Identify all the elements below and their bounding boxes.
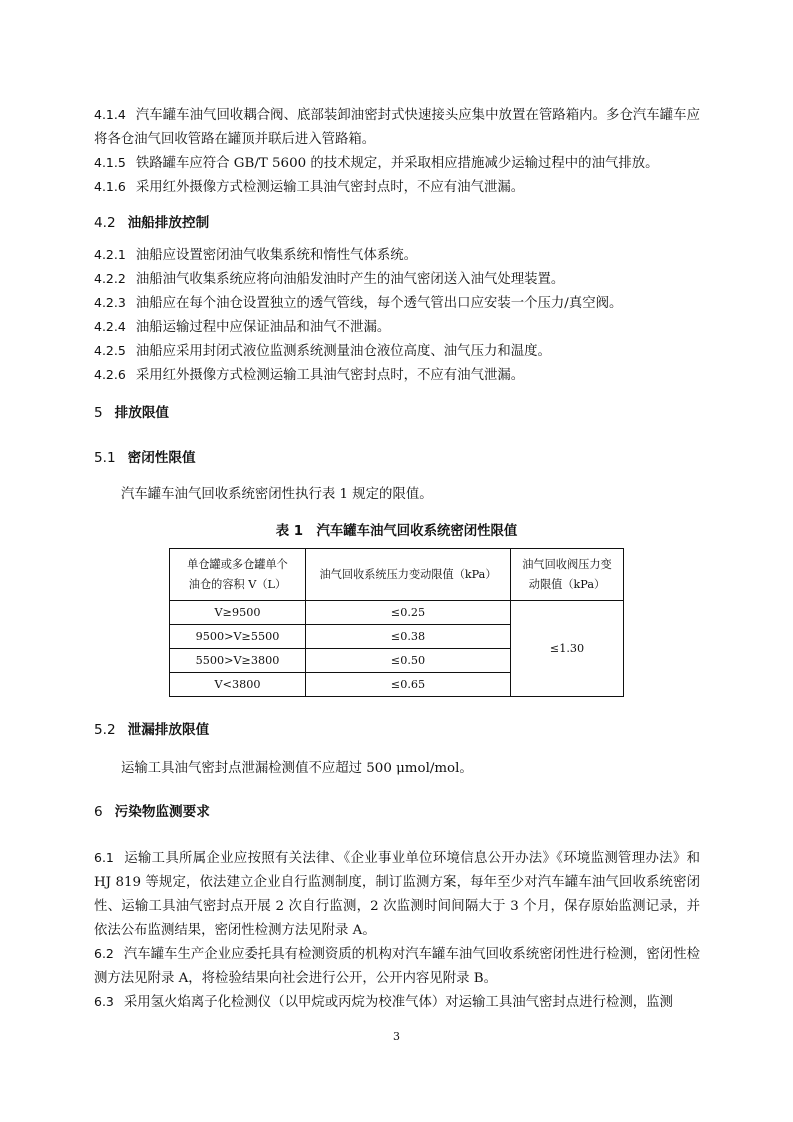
clause-number: 4.2.5 [94,343,126,358]
limit-cell: ≤0.65 [306,673,511,697]
section-number: 5 [94,405,103,421]
clause-text: 油船应采用封闭式液位监测系统测量油仓液位高度、油气压力和温度。 [135,344,551,359]
clause-number: 4.2.6 [94,367,126,382]
clause-text: 汽车罐车油气回收耦合阀、底部装卸油密封式快速接头应集中放置在管路箱内。多仓汽车罐车应将各仓油气回收管路在罐顶并联后进入管路箱。 [94,108,700,147]
section-number: 4.2 [94,215,116,231]
clause-text: 油船应在每个油仓设置独立的透气管线，每个透气管出口应安装一个压力/真空阀。 [135,296,623,311]
section-number: 5.2 [94,722,116,738]
clause-text: 铁路罐车应符合 GB/T 5600 的技术规定，并采取相应措施减少运输过程中的油气排放。 [135,156,659,171]
section-heading-5-1 [94,446,196,466]
section-title: 污染物监测要求 [114,804,210,820]
clause-text: 采用红外摄像方式检测运输工具油气密封点时，不应有油气泄漏。 [135,180,525,195]
section-title: 排放限值 [114,405,170,421]
clause-text: 油船应设置密闭油气收集系统和惰性气体系统。 [135,248,418,263]
section-title: 泄漏排放限值 [127,722,210,738]
section-title: 密闭性限值 [127,450,196,466]
section-heading-5-2 [94,718,209,738]
valve-limit-cell: ≤1.30 [511,601,624,697]
clause-text: 汽车罐车生产企业应委托具有检测资质的机构对汽车罐车油气回收系统密闭性进行检测，密闭性检测方法见附录 A，将检验结果向社会进行公开，公开内容见附录 B。 [94,947,700,986]
volume-cell: 9500>V≥5500 [170,625,306,649]
header-valve-limit [511,549,624,601]
limit-cell: ≤0.25 [306,601,511,625]
section-heading-4-2 [94,211,209,231]
clause-number: 4.2.4 [94,319,126,334]
section-heading-5 [94,401,169,421]
table-caption: 表 1 汽车罐车油气回收系统密闭性限值 [275,524,518,539]
clause-number: 6.2 [94,946,114,961]
clause-text: 采用氢火焰离子化检测仪（以甲烷或丙烷为校准气体）对运输工具油气密封点进行检测，监测 [123,995,673,1010]
clause-4-2-4 [94,315,700,340]
clause-4-1-6 [94,175,700,200]
header-valve-line1: 油气回收阀压力变 [522,557,612,571]
clause-text: 运输工具所属企业应按照有关法律、《企业事业单位环境信息公开办法》《环境监测管理办法》和 HJ 819 等规定，依法建立企业自行监测制度，制订监测方案，每年至少对汽车罐车油气回收系统密闭性、运输工具油气密封点开展 2 次自行监测，2 次监测时间间隔大于 3 个月，保存原始监测记录，并依法公布监测结果，密闭性检测方法见附录 A。 [94,851,700,938]
clause-4-2-5 [94,339,700,364]
clause-4-1-4 [94,103,700,152]
section-heading-6 [94,800,210,820]
header-system-limit: 油气回收系统压力变动限值（kPa） [306,549,511,601]
clause-6-1 [94,846,700,943]
clause-number: 6.3 [94,994,114,1009]
clause-number: 6.1 [94,850,114,865]
clause-4-2-3 [94,291,700,316]
section-number: 5.1 [94,450,116,466]
clause-6-3 [94,990,700,1015]
clause-4-1-5 [94,151,700,176]
clause-text: 油船油气收集系统应将向油船发油时产生的油气密闭送入油气处理装置。 [135,272,565,287]
limit-cell: ≤0.38 [306,625,511,649]
clause-4-2-1 [94,243,700,268]
section-title: 油船排放控制 [127,215,210,231]
clause-4-2-6 [94,363,700,388]
clause-4-2-2 [94,267,700,292]
clause-number: 4.1.5 [94,155,126,170]
paragraph-5-2: 运输工具油气密封点泄漏检测值不应超过 500 μmol/mol。 [121,761,473,776]
clause-text: 采用红外摄像方式检测运输工具油气密封点时，不应有油气泄漏。 [135,368,525,383]
page-number: 3 [393,1030,400,1043]
clause-number: 4.1.6 [94,179,126,194]
header-volume [170,549,306,601]
clause-number: 4.2.3 [94,295,126,310]
header-valve-line2: 动限值（kPa） [528,577,606,591]
volume-cell: V≥9500 [170,601,306,625]
clause-number: 4.2.1 [94,247,126,262]
section-number: 6 [94,804,103,820]
volume-cell: 5500>V≥3800 [170,649,306,673]
table-row [170,601,624,625]
clause-text: 油船运输过程中应保证油品和油气不泄漏。 [135,320,391,335]
clause-6-2 [94,942,700,991]
volume-cell: V<3800 [170,673,306,697]
clause-number: 4.2.2 [94,271,126,286]
paragraph-5-1: 汽车罐车油气回收系统密闭性执行表 1 规定的限值。 [121,487,433,502]
limits-table [169,548,624,697]
table-header-row [170,549,624,601]
header-volume-line2: 油仓的容积 V（L） [188,577,287,591]
header-volume-line1: 单仓罐或多仓罐单个 [187,557,288,571]
clause-number: 4.1.4 [94,107,126,122]
limit-cell: ≤0.50 [306,649,511,673]
